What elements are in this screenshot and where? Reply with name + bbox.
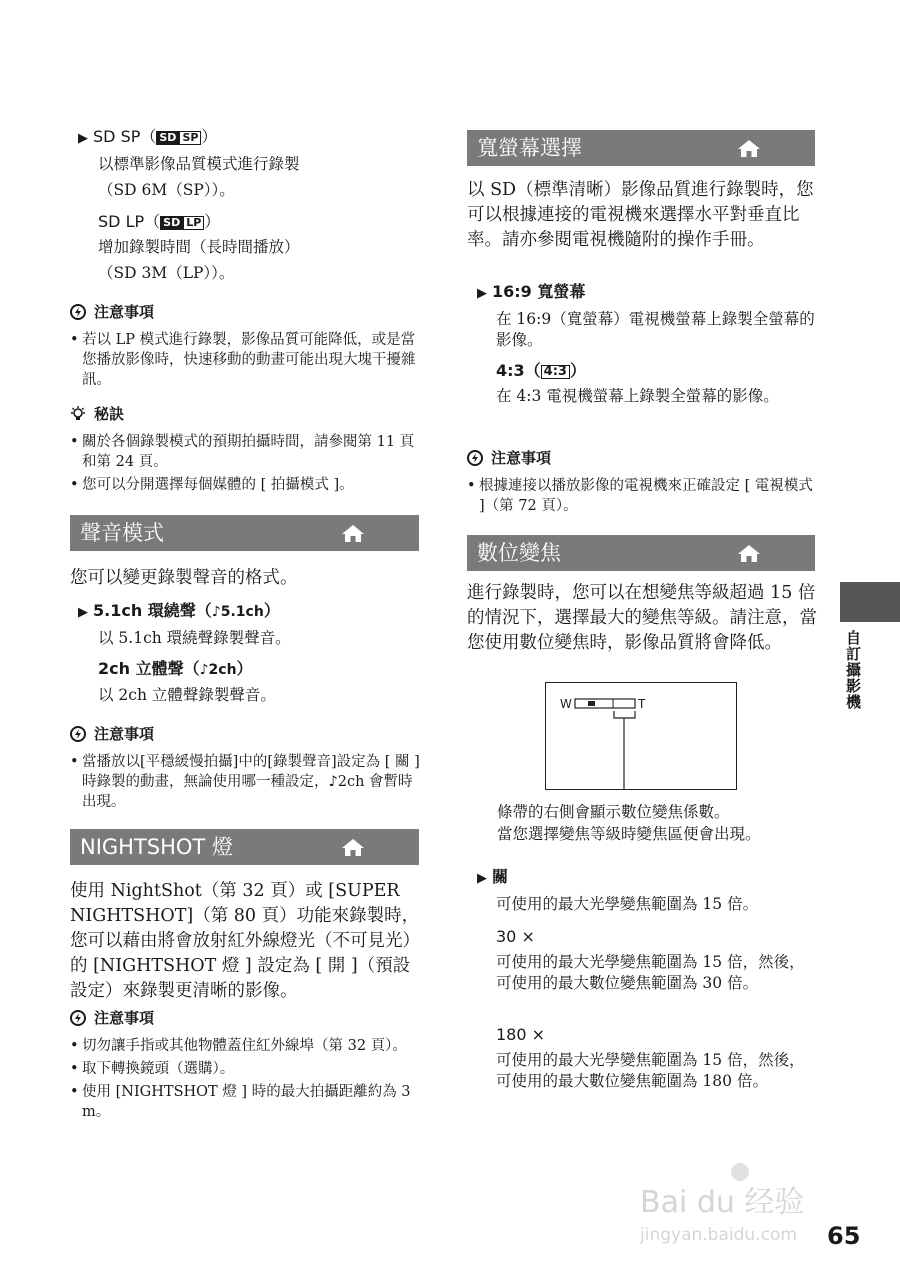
zoom-bar-track xyxy=(575,699,635,708)
option-zoom-180x: 180 × 可使用的最大光學變焦範圍為 15 倍，然後，可使用的最大數位變焦範圍為 180 倍。 xyxy=(496,1025,805,1090)
wide-intro: 以 SD（標準清晰）影像品質進行錄製時，您可以根據連接的電視機來選擇水平對垂直比率。請亦參閱電視機隨附的操作手冊。 xyxy=(467,180,814,250)
option-zoom-30x: 30 × 可使用的最大光學變焦範圍為 15 倍，然後，可使用的最大數位變焦範圍為 30 倍。 xyxy=(496,927,805,992)
note-item: • 若以 LP 模式進行錄製，影像品質可能降低，或是當您播放影像時，快速移動的動畫可能出現大塊干擾雜訊。 xyxy=(70,330,420,390)
zoom-bar-t-label: T xyxy=(638,697,646,711)
arrow-icon: ▶ xyxy=(78,131,88,146)
note-item: • 切勿讓手指或其他物體蓋住紅外線埠（第 32 頁）。 xyxy=(70,1036,420,1056)
lightbulb-icon xyxy=(70,406,86,422)
svg-text:Bai du 经验: Bai du 经验 xyxy=(640,1185,805,1220)
option-169: ▶ 16:9 寬螢幕 在 16:9（寬螢幕）電視機螢幕上錄製全螢幕的影像。 xyxy=(477,282,815,349)
side-tab xyxy=(840,582,900,622)
tip-item: • 您可以分開選擇每個媒體的 [ 拍攝模式 ]。 xyxy=(70,475,420,495)
note-audio: 注意事項 • 當播放以[平穩緩慢拍攝]中的[錄製聲音]設定為 [ 關 ] 時錄製的動畫，無論使用哪一種設定，♪2ch 會暫時出現。 xyxy=(70,724,420,815)
zoom-intro: 進行錄製時，您可以在想變焦等級超過 15 倍的情況下，選擇最大的變焦等級。請注意，當您使用數位變焦時，影像品質將會降低。 xyxy=(467,583,817,653)
surround-51ch-icon: ♪5.1ch xyxy=(211,604,264,620)
zoom-bar-graphic xyxy=(546,683,736,789)
svg-text:jingyan.baidu.com: jingyan.baidu.com xyxy=(640,1225,797,1245)
section-header-wide: 寬螢幕選擇 xyxy=(467,130,815,166)
baidu-watermark xyxy=(640,1150,840,1250)
option-2ch: 2ch 立體聲（♪2ch） 以 2ch 立體聲錄製聲音。 xyxy=(98,659,276,704)
note-item: • 根據連接以播放影像的電視機來正確設定 [ 電視模式 ]（第 72 頁）。 xyxy=(467,476,817,516)
home-icon[interactable] xyxy=(737,544,761,563)
audio-intro: 您可以變更錄製聲音的格式。 xyxy=(70,568,298,588)
arrow-icon: ▶ xyxy=(477,871,487,886)
caution-icon xyxy=(70,726,86,742)
aspect-43-icon: 4:3 xyxy=(541,365,570,379)
stereo-2ch-icon: ♪2ch xyxy=(199,662,237,678)
note-item: • 使用 [NIGHTSHOT 燈 ] 時的最大拍攝距離約為 3 m。 xyxy=(70,1082,420,1122)
caution-icon xyxy=(70,1010,86,1026)
section-header-audio: 聲音模式 xyxy=(70,515,419,551)
option-51ch: ▶ 5.1ch 環繞聲（♪5.1ch） 以 5.1ch 環繞聲錄製聲音。 xyxy=(78,601,291,647)
sd-badge-icon: SD xyxy=(160,216,183,230)
tips-block: 秘訣 • 關於各個錄製模式的預期拍攝時間，請參閱第 11 頁和第 24 頁。 • 您可以分開選擇每個媒體的 [ 拍攝模式 ]。 xyxy=(70,404,420,498)
home-icon[interactable] xyxy=(341,524,365,543)
option-zoom-off: ▶ 關 可使用的最大光學變焦範圍為 15 倍。 xyxy=(477,867,759,913)
sd-badge-icon: SD xyxy=(156,131,179,145)
paw-icon xyxy=(731,1163,749,1181)
home-icon[interactable] xyxy=(341,838,365,857)
note-item: • 取下轉換鏡頭（選購）。 xyxy=(70,1059,420,1079)
side-tab-label: 自訂攝影機 xyxy=(844,630,862,710)
note-nightshot: 注意事項 • 切勿讓手指或其他物體蓋住紅外線埠（第 32 頁）。 • 取下轉換鏡頭（選購）。 • 使用 [NIGHTSHOT 燈 ] 時的最大拍攝距離約為 3 m。 xyxy=(70,1008,420,1125)
arrow-icon: ▶ xyxy=(78,605,88,620)
option-43: 4:3（ 4:3 ） 在 4:3 電視機螢幕上錄製全螢幕的影像。 xyxy=(496,361,779,405)
section-header-nightshot: NIGHTSHOT 燈 xyxy=(70,829,419,865)
option-sd-lp: SD LP（ SD LP ） 增加錄製時間（長時間播放） （SD 3M（LP））。 xyxy=(98,212,300,282)
caution-icon xyxy=(70,304,86,320)
zoom-caption-2: 當您選擇變焦等級時變焦區便會出現。 xyxy=(497,825,761,843)
zoom-caption-1: 條帶的右側會顯示數位變焦係數。 xyxy=(497,803,730,821)
note-lp-quality: 注意事項 • 若以 LP 模式進行錄製，影像品質可能降低，或是當您播放影像時，快速移動的動畫可能出現大塊干擾雜訊。 xyxy=(70,302,420,393)
caution-icon xyxy=(467,450,483,466)
section-header-zoom: 數位變焦 xyxy=(467,535,815,571)
sp-badge-icon: SP xyxy=(179,131,201,145)
option-sd-sp: ▶ SD SP（ SD SP ） 以標準影像品質模式進行錄製 （SD 6M（SP））。 xyxy=(78,127,300,199)
page-number: 65 xyxy=(827,1222,861,1250)
zoom-bar-illustration xyxy=(545,682,737,790)
zoom-area-bracket xyxy=(614,711,635,718)
home-icon[interactable] xyxy=(737,139,761,158)
note-tv-mode: 注意事項 • 根據連接以播放影像的電視機來正確設定 [ 電視模式 ]（第 72 頁）。 xyxy=(467,448,817,519)
note-item: • 當播放以[平穩緩慢拍攝]中的[錄製聲音]設定為 [ 關 ] 時錄製的動畫，無論使用哪一種設定，♪2ch 會暫時出現。 xyxy=(70,752,420,812)
nightshot-intro: 使用 NightShot（第 32 頁）或 [SUPER NIGHTSHOT]（第 80 頁）功能來錄製時，您可以藉由將會放射紅外線燈光（不可見光）的 [NIGHTSHOT 燈 ] 設定為 [ 開 ]（預設設定）來錄製更清晰的影像。 xyxy=(70,881,420,1001)
lp-badge-icon: LP xyxy=(183,216,204,230)
arrow-icon: ▶ xyxy=(477,286,487,301)
tip-item: • 關於各個錄製模式的預期拍攝時間，請參閱第 11 頁和第 24 頁。 xyxy=(70,432,420,472)
zoom-bar-indicator xyxy=(588,701,595,706)
zoom-bar-w-label: W xyxy=(560,697,572,711)
